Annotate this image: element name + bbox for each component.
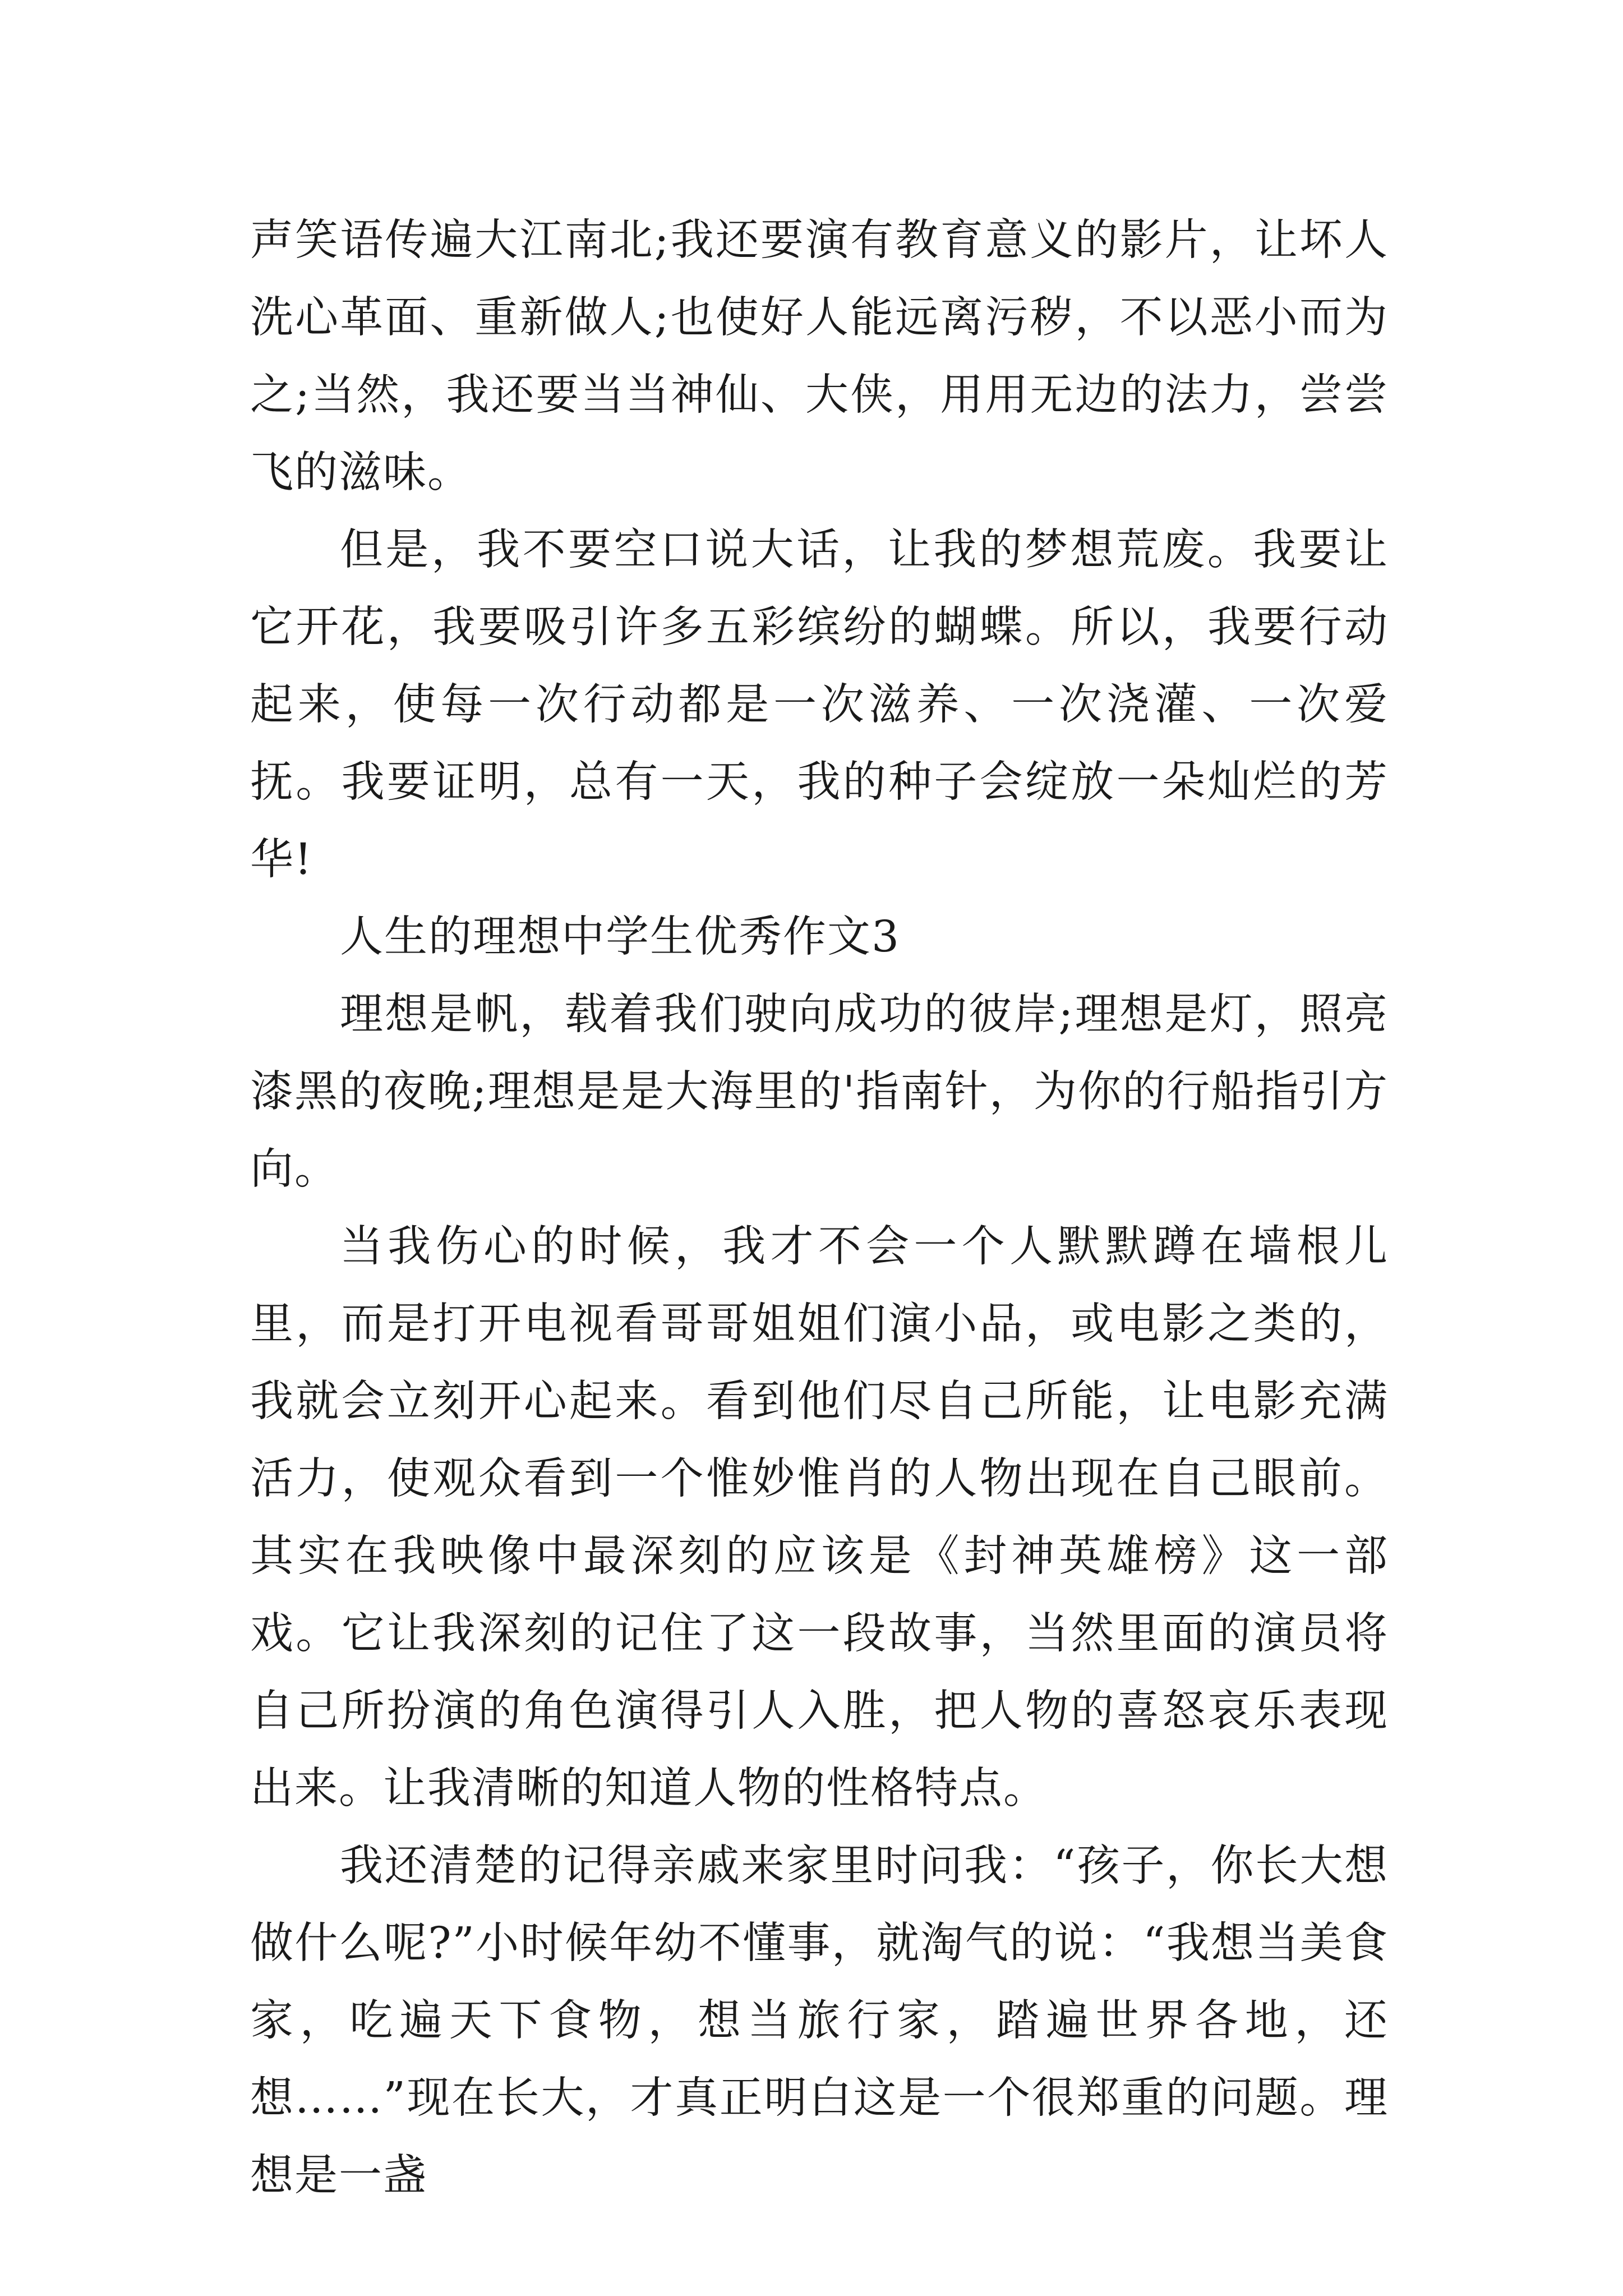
paragraph: 我还清楚的记得亲戚来家里时问我：“孩子，你长大想做什么呢?”小时候年幼不懂事，就淘气的说：“我想当美食家，吃遍天下食物，想当旅行家，踏遍世界各地，还想……”现在长大，才真正明白这是一个很郑重的问题。理想是一盏	[250, 1841, 1389, 2201]
paragraph-continuation: 声笑语传遍大江南北;我还要演有教育意义的影片，让坏人洗心革面、重新做人;也使好人能远离污秽，不以恶小而为之;当然，我还要当当神仙、大侠，用用无边的法力，尝尝飞的滋味。	[250, 215, 1389, 498]
paragraph: 但是，我不要空口说大话，让我的梦想荒废。我要让它开花，我要吸引许多五彩缤纷的蝴蝶。所以，我要行动起来，使每一次行动都是一次滋养、一次浇灌、一次爱抚。我要证明，总有一天，我的种子会绽放一朵灿烂的芳华!	[250, 525, 1389, 885]
paragraph: 当我伤心的时候，我才不会一个人默默蹲在墙根儿里，而是打开电视看哥哥姐姐们演小品，或电影之类的，我就会立刻开心起来。看到他们尽自己所能，让电影充满活力，使观众看到一个惟妙惟肖的人物出现在自己眼前。其实在我映像中最深刻的应该是《封神英雄榜》这一部戏。它让我深刻的记住了这一段故事，当然里面的演员将自己所扮演的角色演得引人入胜，把人物的喜怒哀乐表现出来。让我清晰的知道人物的性格特点。	[250, 1222, 1389, 1814]
paragraph: 理想是帆，载着我们驶向成功的彼岸;理想是灯，照亮漆黑的夜晚;理想是是大海里的'指南针，为你的行船指引方向。	[250, 990, 1389, 1194]
section-heading: 人生的理想中学生优秀作文3	[340, 912, 900, 962]
document-body	[250, 202, 1389, 2215]
